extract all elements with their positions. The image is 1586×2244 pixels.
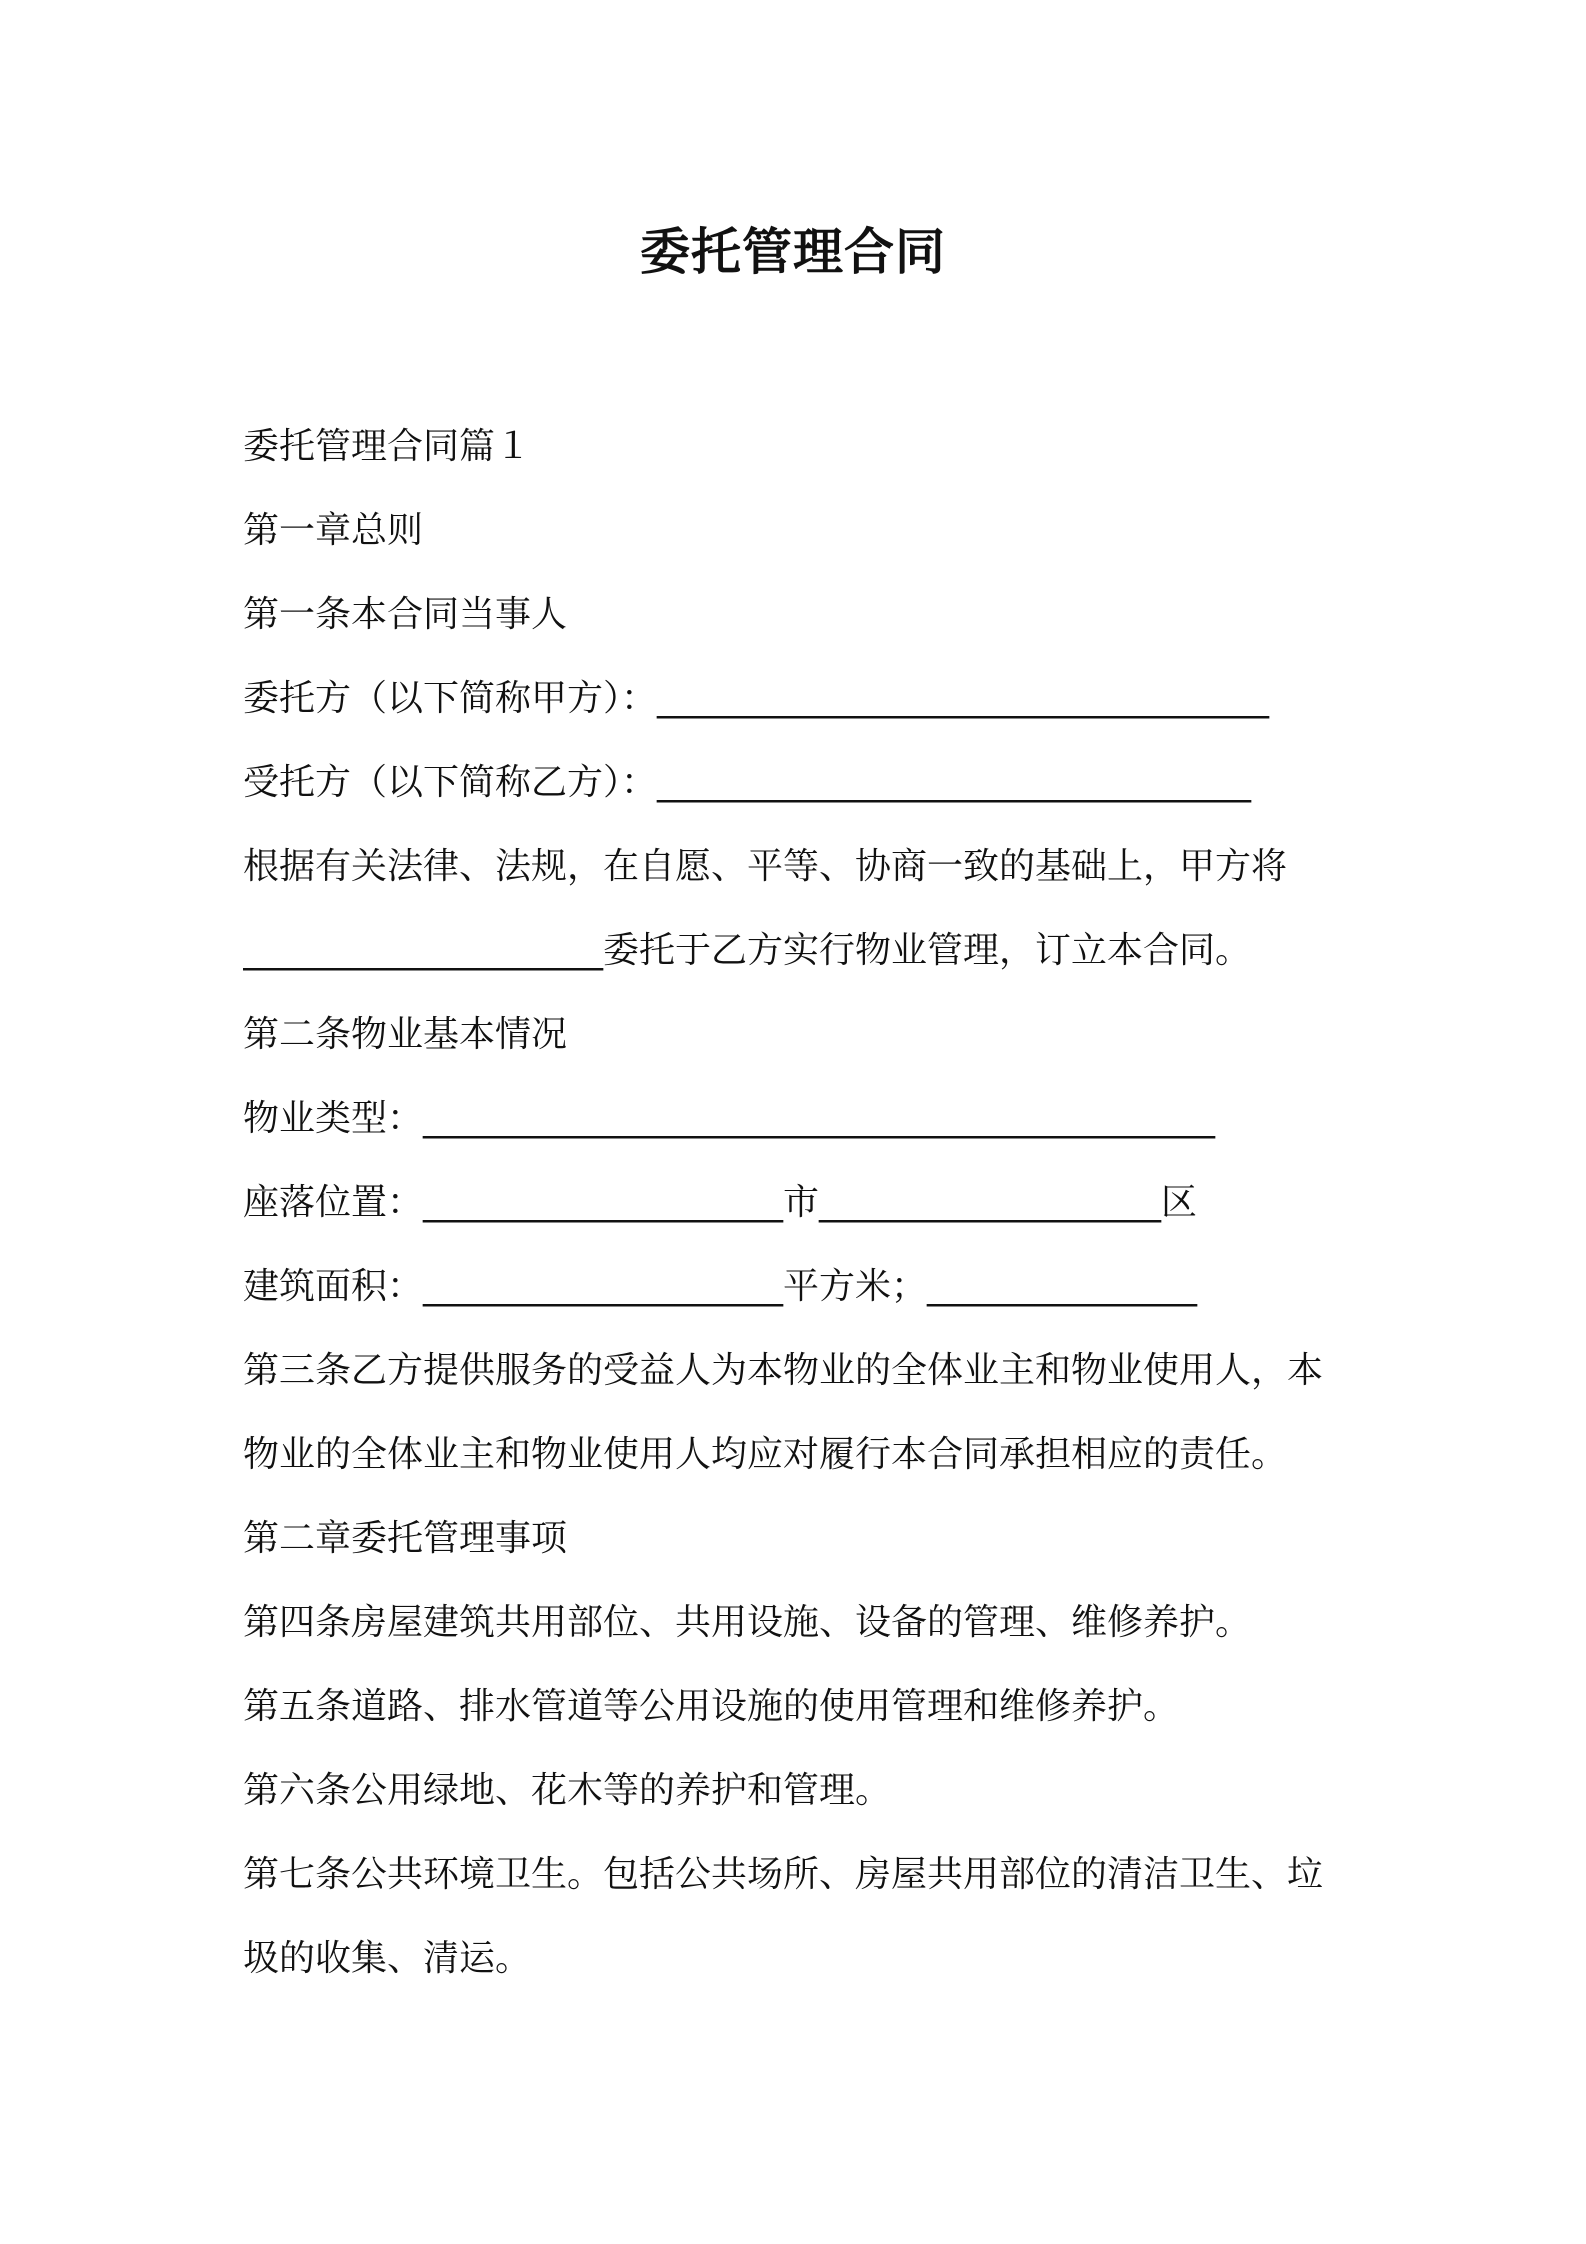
paragraph-line: 圾的收集、清运。 xyxy=(243,1938,532,1979)
paragraph-line: ____________________委托于乙方实行物业管理，订立本合同。 xyxy=(243,930,1252,971)
article-heading: 第二条物业基本情况 xyxy=(243,1014,568,1055)
party-b-field: 受托方（以下简称乙方）：_________________________________ xyxy=(243,762,1252,803)
paragraph-line: 物业的全体业主和物业使用人均应对履行本合同承担相应的责任。 xyxy=(243,1434,1288,1475)
chapter-heading: 第二章委托管理事项 xyxy=(243,1518,568,1559)
section-heading: 委托管理合同篇１ xyxy=(243,426,532,467)
paragraph-line: 第四条房屋建筑共用部位、共用设施、设备的管理、维修养护。 xyxy=(243,1602,1252,1643)
area-field: 建筑面积：____________________平方米；_______________ xyxy=(243,1266,1198,1307)
document-body xyxy=(243,405,1363,2001)
chapter-heading: 第一章总则 xyxy=(243,510,424,551)
property-type-field: 物业类型：____________________________________________ xyxy=(243,1098,1216,1139)
paragraph-line: 第三条乙方提供服务的受益人为本物业的全体业主和物业使用人，本 xyxy=(243,1350,1324,1391)
article-heading: 第一条本合同当事人 xyxy=(243,594,568,635)
paragraph-line: 第六条公用绿地、花木等的养护和管理。 xyxy=(243,1770,892,1811)
paragraph-line: 第七条公共环境卫生。包括公共场所、房屋共用部位的清洁卫生、垃 xyxy=(243,1854,1324,1895)
party-a-field: 委托方（以下简称甲方）：__________________________________ xyxy=(243,678,1270,719)
location-field: 座落位置：____________________市___________________区 xyxy=(243,1182,1198,1223)
document-title: 委托管理合同 xyxy=(640,223,946,281)
paragraph-line: 第五条道路、排水管道等公用设施的使用管理和维修养护。 xyxy=(243,1686,1180,1727)
paragraph-line: 根据有关法律、法规，在自愿、平等、协商一致的基础上，甲方将 xyxy=(243,846,1288,887)
